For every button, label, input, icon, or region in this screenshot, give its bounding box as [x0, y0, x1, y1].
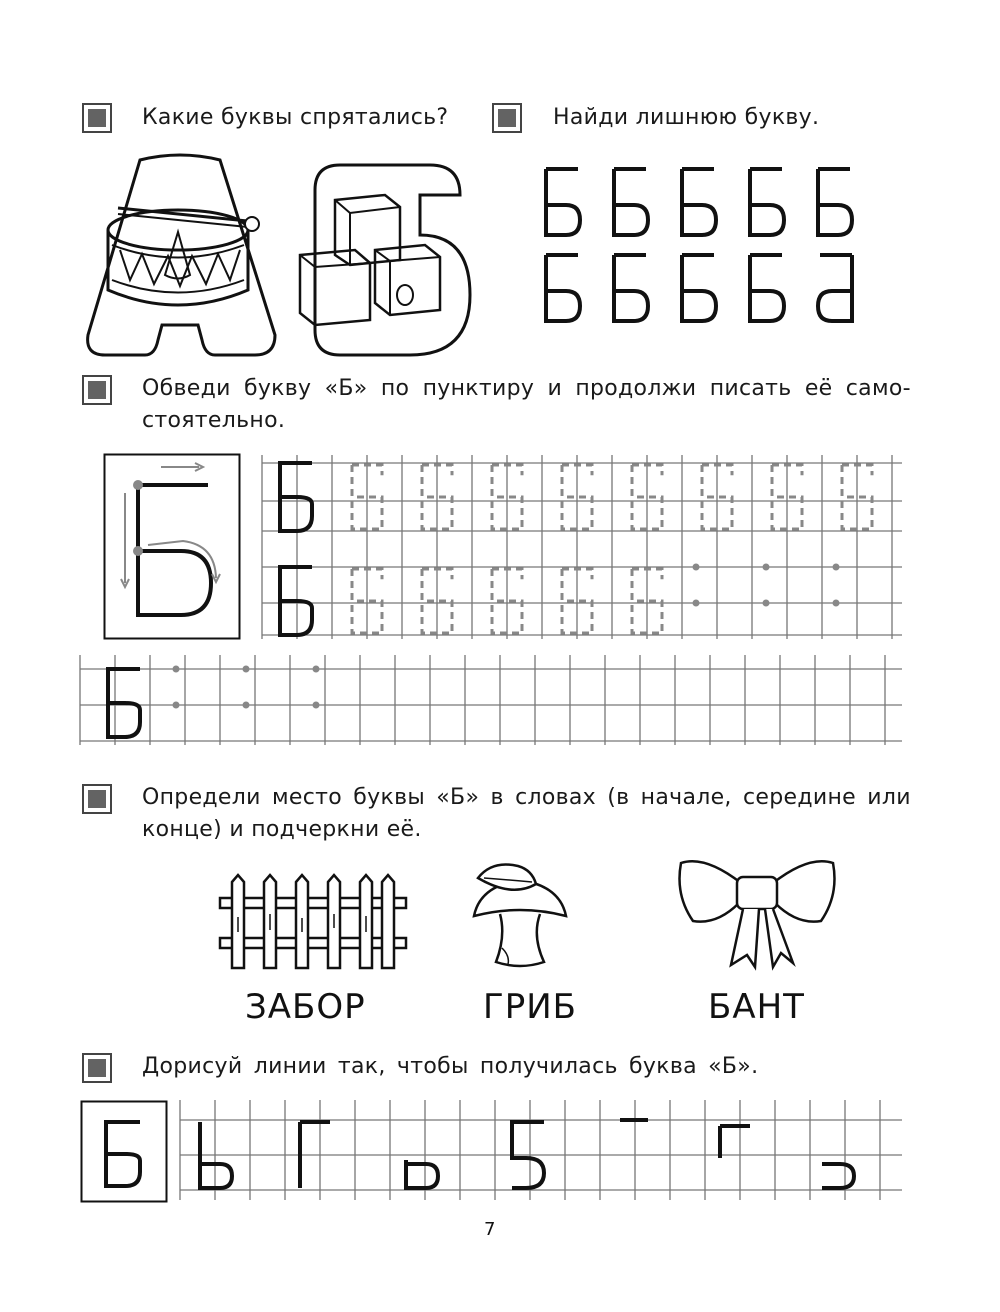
guide-dot: [763, 564, 770, 571]
tracing-grid: [80, 455, 902, 745]
guide-dot: [243, 666, 250, 673]
task-complete-lines: Дорисуй линии так, чтобы получилась буква «Б».: [142, 1054, 759, 1079]
checkbox-complete-lines[interactable]: [82, 1053, 112, 1083]
fragment-3: [406, 1160, 438, 1188]
sample-letter-row1: [280, 463, 312, 531]
checkbox-odd-letter[interactable]: [492, 103, 522, 133]
guide-dot: [693, 564, 700, 571]
sample-letter-row2: [280, 567, 312, 635]
task-hidden-letters: Какие буквы спрятались?: [142, 105, 449, 130]
guide-dot: [833, 600, 840, 607]
fragment-6: [720, 1126, 750, 1158]
complete-lines-grid: [80, 1100, 902, 1205]
task-trace-line2: стоятельно.: [142, 408, 286, 433]
fragment-7: [822, 1164, 854, 1188]
guide-dot: [173, 702, 180, 709]
task-odd-letter: Найди лишнюю букву.: [553, 105, 820, 130]
hidden-letter-b-cubes-illustration: [300, 155, 480, 360]
fence-illustration: [218, 872, 408, 972]
sample-letter-row3: [108, 669, 140, 737]
guide-dot: [173, 666, 180, 673]
task-place-line2: конце) и подчеркни её.: [142, 817, 422, 842]
word-grib: ГРИБ: [483, 987, 577, 1027]
odd-letters-grid: [540, 165, 860, 330]
hidden-letter-a-drum-illustration: [80, 150, 280, 360]
mushroom-illustration: [470, 858, 570, 970]
guide-dot: [833, 564, 840, 571]
guide-dot: [313, 666, 320, 673]
task-place-line1: Определи место буквы «Б» в словах (в начале, середине или: [142, 785, 911, 810]
checkbox-letter-place[interactable]: [82, 784, 112, 814]
guide-dot: [763, 600, 770, 607]
bow-illustration: [675, 855, 840, 973]
guide-dot: [693, 600, 700, 607]
word-zabor: ЗАБОР: [245, 987, 366, 1027]
checkbox-trace[interactable]: [82, 375, 112, 405]
task-trace-line1: Обведи букву «Б» по пунктиру и продолжи писать её само-: [142, 376, 911, 401]
word-bant: БАНТ: [708, 987, 805, 1027]
page-number: 7: [484, 1219, 496, 1240]
guide-dot: [243, 702, 250, 709]
checkbox-hidden-letters[interactable]: [82, 103, 112, 133]
guide-dot: [313, 702, 320, 709]
